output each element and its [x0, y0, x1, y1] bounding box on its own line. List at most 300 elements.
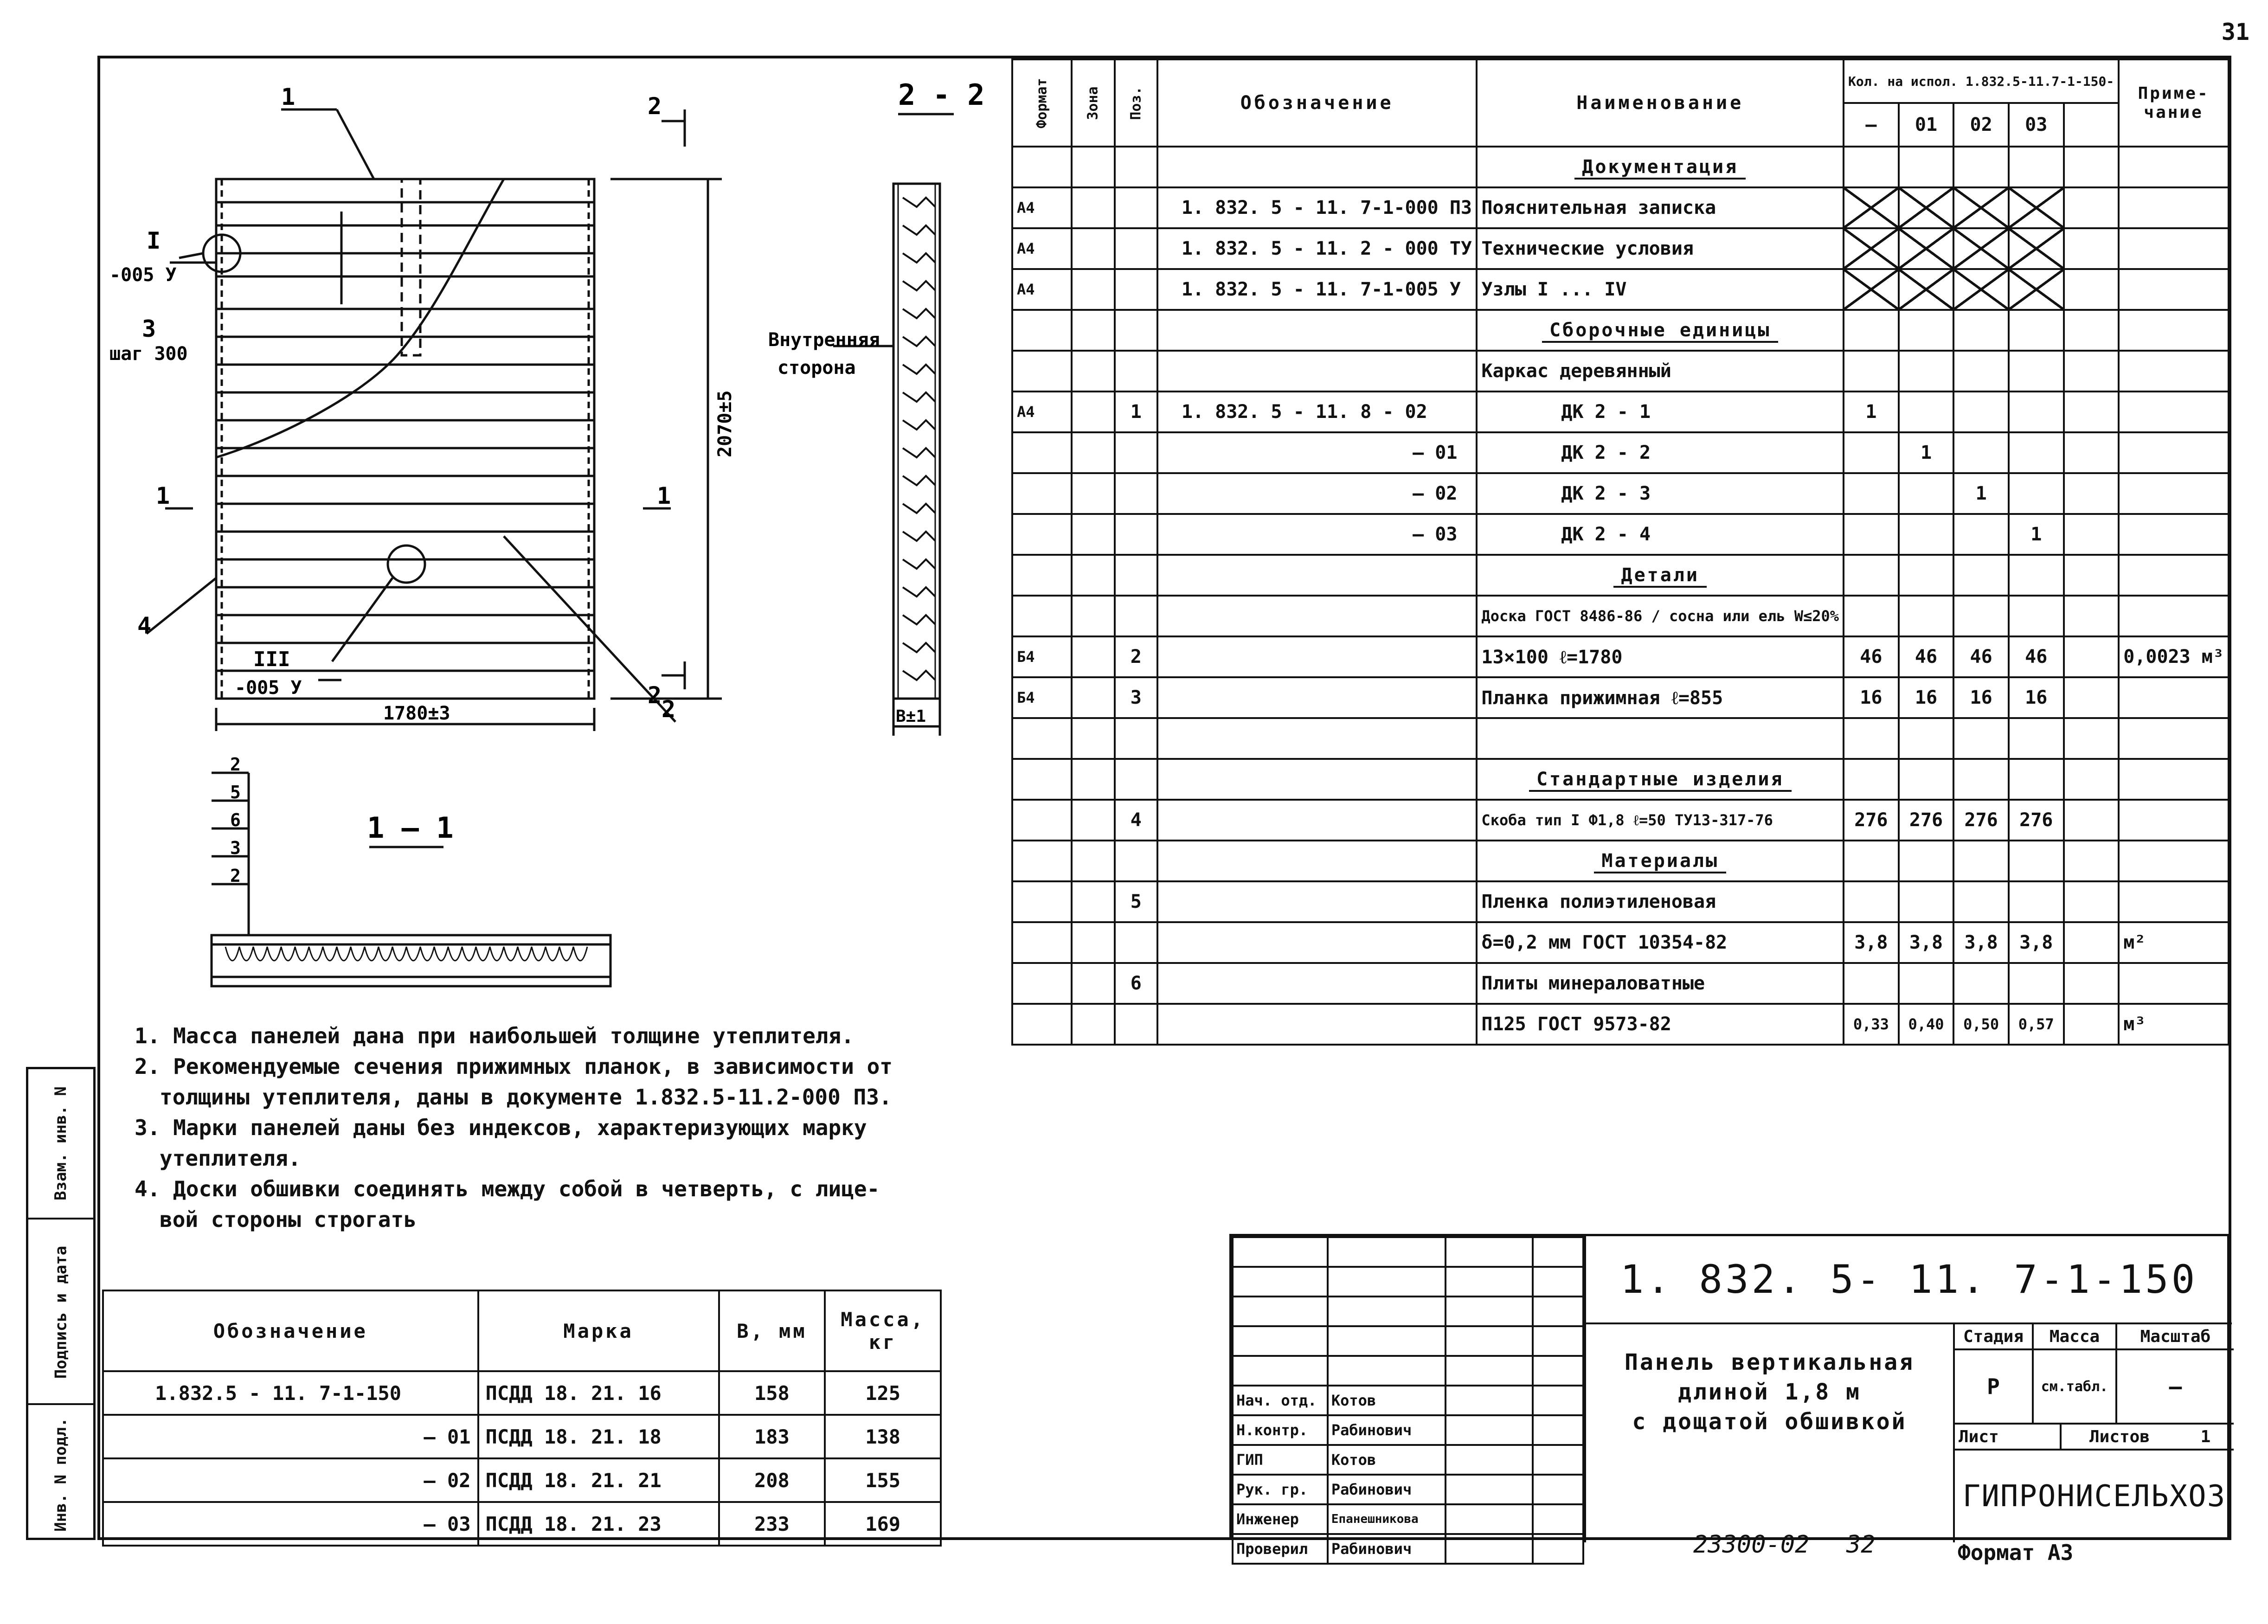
- spec-row: [1012, 881, 2229, 922]
- spec-cell: [1953, 555, 2009, 596]
- spec-cell: А4: [1012, 269, 1072, 310]
- spec-cell: 1: [1115, 392, 1157, 432]
- spec-cell: [1899, 596, 1954, 636]
- not-applicable-mark: [2009, 187, 2064, 228]
- spec-cell: [1157, 718, 1477, 759]
- spec-cell: [1012, 841, 1072, 881]
- spec-cell: 3,8: [1953, 922, 2009, 963]
- spec-cell: [1844, 514, 1899, 555]
- section-1-1-label: 1 — 1: [367, 811, 454, 845]
- spec-cell: 0,50: [1953, 1004, 2009, 1045]
- spec-cell: [2119, 677, 2229, 718]
- spec-cell: 2: [1115, 636, 1157, 677]
- qty-col-0: —: [1844, 103, 1899, 147]
- spec-cell: [1844, 596, 1899, 636]
- marks-col-mark: Марка: [478, 1290, 719, 1371]
- spec-cell: [2119, 841, 2229, 881]
- spec-cell: [1953, 759, 2009, 800]
- spec-cell: 3,8: [1899, 922, 1954, 963]
- footer-right: 32: [1846, 1531, 1876, 1559]
- spec-cell: [2119, 473, 2229, 514]
- cut-1-left: 1: [156, 482, 170, 509]
- node-iii: III: [253, 648, 290, 671]
- stamp-grid: [1232, 1236, 1584, 1565]
- spec-cell: [1012, 881, 1072, 922]
- spec-cell: П125 ГОСТ 9573-82: [1477, 1004, 1844, 1045]
- spec-row: [1012, 473, 2229, 514]
- spec-cell: 1: [1953, 473, 2009, 514]
- spec-cell: [1844, 147, 1899, 187]
- spec-cell: [2119, 718, 2229, 759]
- spec-cell: [2119, 432, 2229, 473]
- signer-row: [1233, 1504, 1583, 1534]
- spec-cell: 276: [1899, 800, 1954, 841]
- footer-left: 23300-02: [1693, 1531, 1810, 1559]
- spec-cell: [1012, 759, 1072, 800]
- spec-cell: м³: [2119, 1004, 2229, 1045]
- spec-cell: ДК 2 - 3: [1477, 473, 1844, 514]
- spec-cell: [1157, 351, 1477, 392]
- spec-cell: [1477, 759, 1844, 800]
- spec-cell: [1072, 841, 1114, 881]
- not-applicable-mark: [1953, 187, 2009, 228]
- spec-row: [1012, 392, 2229, 432]
- spec-cell: Б4: [1012, 677, 1072, 718]
- spec-row: [1012, 269, 2229, 310]
- spec-cell: [1157, 147, 1477, 187]
- spec-cell: [1072, 228, 1114, 269]
- spec-cell: [1012, 473, 1072, 514]
- spec-cell: [2119, 759, 2229, 800]
- marks-cell: 125: [825, 1371, 941, 1415]
- spec-cell: 16: [1953, 677, 2009, 718]
- document-code: 1. 832. 5- 11. 7-1-150: [1584, 1236, 2232, 1324]
- spec-cell: — 01: [1157, 432, 1477, 473]
- marks-cell: ПСДД 18. 21. 23: [478, 1502, 719, 1546]
- not-applicable-mark: [1899, 269, 1954, 310]
- spec-cell: [1115, 473, 1157, 514]
- marks-cell: 155: [825, 1458, 941, 1502]
- spec-cell: [1157, 555, 1477, 596]
- spec-cell: [1072, 759, 1114, 800]
- spec-cell: [2119, 187, 2229, 228]
- spec-cell: [1953, 881, 2009, 922]
- spec-row: [1012, 922, 2229, 963]
- inner-side-label-1: Внутренняя: [768, 329, 880, 351]
- spec-cell: [1115, 228, 1157, 269]
- spec-cell: 1. 832. 5 - 11. 7-1-005 У: [1157, 269, 1477, 310]
- spec-cell: ДК 2 - 4: [1477, 514, 1844, 555]
- callout-2: 2: [662, 696, 676, 723]
- col-zone: Зона: [1085, 86, 1101, 120]
- spec-cell: [2064, 432, 2119, 473]
- marks-cell: — 01: [103, 1415, 478, 1458]
- spec-cell: [1115, 1004, 1157, 1045]
- spec-cell: Скоба тип I Ф1,8 ℓ=50 ТУ13-317-76: [1477, 800, 1844, 841]
- spec-cell: [2064, 759, 2119, 800]
- spec-cell: А4: [1012, 392, 1072, 432]
- spec-cell: [1157, 759, 1477, 800]
- spec-cell: [1115, 351, 1157, 392]
- marks-cell: 208: [719, 1458, 825, 1502]
- spec-row: [1012, 228, 2229, 269]
- spec-cell: 13×100 ℓ=1780: [1477, 636, 1844, 677]
- spec-row: [1012, 636, 2229, 677]
- spec-cell: [1115, 759, 1157, 800]
- spec-cell: Пояснительная записка: [1477, 187, 1844, 228]
- not-applicable-mark: [1844, 228, 1899, 269]
- spec-cell: 1: [1899, 432, 1954, 473]
- not-applicable-mark: [1844, 187, 1899, 228]
- signer-row: [1233, 1445, 1583, 1475]
- spec-cell: [2064, 881, 2119, 922]
- panel-outline: [216, 179, 594, 699]
- callout-3: 3: [142, 315, 156, 342]
- spec-cell: [1072, 310, 1114, 351]
- spec-cell: [2009, 392, 2064, 432]
- spec-cell: [1115, 922, 1157, 963]
- organization: ГИПРОНИСЕЛЬХОЗ: [1962, 1479, 2226, 1514]
- col-pos: Поз.: [1128, 86, 1144, 120]
- spec-cell: [1844, 473, 1899, 514]
- spec-cell: [1115, 841, 1157, 881]
- spec-cell: Б4: [1012, 636, 1072, 677]
- spec-cell: [1953, 310, 2009, 351]
- spec-cell: [1844, 718, 1899, 759]
- spec-section-row: [1012, 310, 2229, 351]
- spec-cell: [2119, 392, 2229, 432]
- spec-cell: [1115, 310, 1157, 351]
- spec-row: [1012, 963, 2229, 1004]
- spec-cell: 1. 832. 5 - 11. 2 - 000 ТУ: [1157, 228, 1477, 269]
- spec-cell: Пленка полиэтиленовая: [1477, 881, 1844, 922]
- scale-value: —: [2117, 1350, 2234, 1425]
- spec-cell: [1844, 841, 1899, 881]
- spec-cell: [1477, 718, 1844, 759]
- spec-cell: [1072, 718, 1114, 759]
- spec-cell: 3,8: [1844, 922, 1899, 963]
- spec-cell: 5: [1115, 881, 1157, 922]
- qty-col-extra: [2064, 103, 2119, 147]
- spec-cell: [1012, 555, 1072, 596]
- spec-cell: [1157, 677, 1477, 718]
- note-line: 3. Марки панелей даны без индексов, характеризующих марку: [135, 1115, 867, 1140]
- signer-role: Нач. отд.: [1233, 1386, 1328, 1415]
- spec-cell: [1477, 555, 1844, 596]
- spec-cell: [1953, 392, 2009, 432]
- spec-cell: [2119, 269, 2229, 310]
- spec-cell: [1012, 310, 1072, 351]
- spec-cell: [2064, 473, 2119, 514]
- spec-cell: [1477, 841, 1844, 881]
- spec-section-row: [1012, 147, 2229, 187]
- signer-row: [1233, 1415, 1583, 1445]
- spec-cell: [1157, 310, 1477, 351]
- spec-cell: [2119, 514, 2229, 555]
- spec-cell: [1899, 759, 1954, 800]
- spec-cell: [2064, 351, 2119, 392]
- spec-cell: [2064, 636, 2119, 677]
- spec-cell: 1. 832. 5 - 11. 7-1-000 ПЗ: [1157, 187, 1477, 228]
- spec-row: [1012, 677, 2229, 718]
- spec-section-title: Документация: [1574, 156, 1746, 180]
- col-name: Наименование: [1477, 59, 1844, 147]
- spec-cell: [1072, 187, 1114, 228]
- marks-col-b: В, мм: [719, 1290, 825, 1371]
- spec-cell: [1115, 718, 1157, 759]
- layer-3: 6: [230, 810, 241, 830]
- spec-cell: [1115, 555, 1157, 596]
- spec-cell: 0,0023 м³: [2119, 636, 2229, 677]
- spec-cell: [1115, 147, 1157, 187]
- spec-cell: [1899, 473, 1954, 514]
- spec-cell: [2064, 800, 2119, 841]
- spec-section-row: [1012, 555, 2229, 596]
- spec-cell: [1115, 514, 1157, 555]
- spec-cell: 0,33: [1844, 1004, 1899, 1045]
- spec-cell: [1072, 596, 1114, 636]
- spec-cell: — 02: [1157, 473, 1477, 514]
- spec-section-title: Стандартные изделия: [1529, 769, 1792, 792]
- note-line: вой стороны строгать: [160, 1207, 417, 1232]
- spec-cell: [1953, 718, 2009, 759]
- spec-cell: [1072, 922, 1114, 963]
- spec-cell: δ=0,2 мм ГОСТ 10354-82: [1477, 922, 1844, 963]
- spec-cell: [1844, 432, 1899, 473]
- spec-cell: 46: [2009, 636, 2064, 677]
- spec-table: [1011, 58, 2229, 1046]
- spec-cell: [2064, 1004, 2119, 1045]
- spec-cell: [1072, 963, 1114, 1004]
- col-note: Приме- чание: [2119, 59, 2229, 147]
- spec-cell: м²: [2119, 922, 2229, 963]
- spec-cell: [1072, 881, 1114, 922]
- marks-row: [103, 1502, 941, 1546]
- spec-cell: [2064, 922, 2119, 963]
- spec-cell: Доска ГОСТ 8486-86 / сосна или ель W≤20%: [1477, 596, 1844, 636]
- spec-cell: [1157, 881, 1477, 922]
- mass-label: Масса: [2034, 1324, 2117, 1350]
- cut-1-right: 1: [657, 482, 671, 509]
- mass-value: см.табл.: [2034, 1350, 2117, 1425]
- spec-cell: [1072, 392, 1114, 432]
- spec-cell: [2064, 841, 2119, 881]
- spec-cell: [2009, 473, 2064, 514]
- spec-cell: [1012, 514, 1072, 555]
- marks-row: [103, 1371, 941, 1415]
- signer-role: Рук. гр.: [1233, 1475, 1328, 1504]
- marks-cell: — 02: [103, 1458, 478, 1502]
- spec-cell: [1899, 881, 1954, 922]
- spec-cell: 276: [1844, 800, 1899, 841]
- spec-row: [1012, 718, 2229, 759]
- side-cell-sign: Подпись и дата: [28, 1218, 93, 1405]
- sheets-label: Листов: [2062, 1425, 2178, 1451]
- spec-cell: [2064, 555, 2119, 596]
- spec-section-title: Материалы: [1594, 850, 1726, 873]
- not-applicable-mark: [2009, 228, 2064, 269]
- not-applicable-mark: [1953, 228, 2009, 269]
- spec-cell: 4: [1115, 800, 1157, 841]
- section-2-2-label: 2 - 2: [898, 78, 985, 112]
- marks-cell: ПСДД 18. 21. 16: [478, 1371, 719, 1415]
- node-iii-ref: -005 У: [235, 677, 302, 699]
- note-line: утеплителя.: [160, 1146, 301, 1171]
- qty-col-2: 02: [1953, 103, 2009, 147]
- spec-cell: [2009, 147, 2064, 187]
- spec-cell: [1844, 881, 1899, 922]
- not-applicable-mark: [1899, 187, 1954, 228]
- col-qty: Кол. на испол. 1.832.5-11.7-1-150-: [1844, 59, 2119, 103]
- spec-cell: Узлы I ... IV: [1477, 269, 1844, 310]
- spec-cell: 6: [1115, 963, 1157, 1004]
- spec-cell: [2119, 963, 2229, 1004]
- spec-cell: 1: [1844, 392, 1899, 432]
- spec-section-row: [1012, 841, 2229, 881]
- spec-cell: [1072, 1004, 1114, 1045]
- spec-row: [1012, 187, 2229, 228]
- spec-cell: [1012, 147, 1072, 187]
- marks-cell: ПСДД 18. 21. 18: [478, 1415, 719, 1458]
- marks-cell: 169: [825, 1502, 941, 1546]
- spec-cell: [1157, 596, 1477, 636]
- width-dimension: 1780±3: [383, 703, 450, 724]
- spec-cell: [1072, 800, 1114, 841]
- qty-col-3: 03: [2009, 103, 2064, 147]
- spec-cell: 3: [1115, 677, 1157, 718]
- not-applicable-mark: [1899, 228, 1954, 269]
- spec-cell: [1953, 596, 2009, 636]
- spec-cell: [2119, 147, 2229, 187]
- spec-cell: [1157, 636, 1477, 677]
- marks-cell: 138: [825, 1415, 941, 1458]
- note-line: 2. Рекомендуемые сечения прижимных планок, в зависимости от: [135, 1054, 893, 1079]
- spec-cell: [2119, 351, 2229, 392]
- spec-cell: [1072, 677, 1114, 718]
- node-i: I: [147, 227, 161, 254]
- callout-1: 1: [281, 83, 296, 110]
- spec-cell: [2064, 392, 2119, 432]
- spec-cell: ДК 2 - 2: [1477, 432, 1844, 473]
- spec-cell: [2064, 187, 2119, 228]
- spec-row: [1012, 514, 2229, 555]
- side-cell-replace: Взам. инв. N: [51, 1086, 71, 1200]
- spec-cell: [2119, 881, 2229, 922]
- signer-row: [1233, 1475, 1583, 1504]
- side-cell-inv: Инв. N подл.: [28, 1403, 93, 1544]
- spec-row: [1012, 351, 2229, 392]
- signer-name: Епанешникова: [1328, 1504, 1446, 1534]
- spec-section-title: Детали: [1613, 565, 1707, 588]
- signer-row: [1233, 1386, 1583, 1415]
- panel-drawing: [100, 58, 1009, 1014]
- cut-2-top: 2: [648, 93, 662, 120]
- marks-cell: 233: [719, 1502, 825, 1546]
- spec-cell: [1844, 759, 1899, 800]
- signer-role: Проверил: [1233, 1534, 1328, 1564]
- spec-cell: [1157, 963, 1477, 1004]
- scale-label: Масштаб: [2117, 1324, 2234, 1350]
- spec-cell: ДК 2 - 1: [1477, 392, 1844, 432]
- spec-cell: 16: [1844, 677, 1899, 718]
- spec-cell: [2064, 963, 2119, 1004]
- signer-row: [1233, 1534, 1583, 1564]
- spec-cell: 3,8: [2009, 922, 2064, 963]
- spec-cell: [1012, 596, 1072, 636]
- height-dimension: 2070±5: [714, 390, 736, 457]
- spec-cell: [1899, 841, 1954, 881]
- spec-cell: [2119, 228, 2229, 269]
- not-applicable-mark: [2009, 269, 2064, 310]
- spec-cell: 46: [1899, 636, 1954, 677]
- spec-cell: Плиты минераловатные: [1477, 963, 1844, 1004]
- spec-cell: [2009, 881, 2064, 922]
- spec-cell: 16: [2009, 677, 2064, 718]
- spec-cell: 16: [1899, 677, 1954, 718]
- signer-name: Рабинович: [1328, 1475, 1446, 1504]
- spec-cell: [1844, 351, 1899, 392]
- spec-cell: [1157, 841, 1477, 881]
- marks-col-mass: Масса, кг: [825, 1290, 941, 1371]
- signer-name: Котов: [1328, 1386, 1446, 1415]
- marks-table: [102, 1290, 942, 1547]
- spec-cell: [1012, 351, 1072, 392]
- stage-value: Р: [1955, 1350, 2034, 1425]
- marks-cell: ПСДД 18. 21. 21: [478, 1458, 719, 1502]
- note-line: 4. Доски обшивки соединять между собой в четверть, с лице-: [135, 1176, 880, 1201]
- spec-cell: [1477, 147, 1844, 187]
- spec-cell: 0,40: [1899, 1004, 1954, 1045]
- spec-cell: 1: [2009, 514, 2064, 555]
- layer-5: 2: [230, 866, 241, 886]
- spec-cell: 276: [2009, 800, 2064, 841]
- signer-role: Инженер: [1233, 1504, 1328, 1534]
- marks-cell: 1.832.5 - 11. 7-1-150: [103, 1371, 478, 1415]
- marks-cell: — 03: [103, 1502, 478, 1546]
- spec-cell: [1953, 147, 2009, 187]
- spec-cell: [1899, 392, 1954, 432]
- spec-cell: 46: [1953, 636, 2009, 677]
- layer-2: 5: [230, 782, 241, 802]
- layer-1: 2: [230, 754, 241, 775]
- spec-cell: [2009, 432, 2064, 473]
- col-designation: Обозначение: [1157, 59, 1477, 147]
- col-format: Формат: [1034, 77, 1050, 128]
- note-line: 1. Масса панелей дана при наибольшей толщине утеплителя.: [135, 1023, 854, 1048]
- spec-cell: [2009, 596, 2064, 636]
- spec-cell: 0,57: [2009, 1004, 2064, 1045]
- spec-cell: Каркас деревянный: [1477, 351, 1844, 392]
- spec-cell: [2009, 718, 2064, 759]
- spec-section-row: [1012, 759, 2229, 800]
- not-applicable-mark: [1953, 269, 2009, 310]
- spec-cell: [1072, 473, 1114, 514]
- node-i-ref: -005 У: [109, 264, 177, 286]
- spec-cell: [1012, 800, 1072, 841]
- spec-cell: [1072, 514, 1114, 555]
- spec-cell: [2119, 555, 2229, 596]
- page-number: 31: [2221, 19, 2249, 45]
- notes: [135, 1021, 970, 1235]
- document-name: Панель вертикальная длиной 1,8 м с дощатой обшивкой: [1584, 1324, 1953, 1542]
- spec-cell: [2009, 841, 2064, 881]
- spec-cell: [1072, 147, 1114, 187]
- side-stamp: [26, 1067, 96, 1540]
- spec-cell: [1953, 351, 2009, 392]
- spec-cell: А4: [1012, 187, 1072, 228]
- spec-cell: 276: [1953, 800, 2009, 841]
- spec-cell: [2009, 351, 2064, 392]
